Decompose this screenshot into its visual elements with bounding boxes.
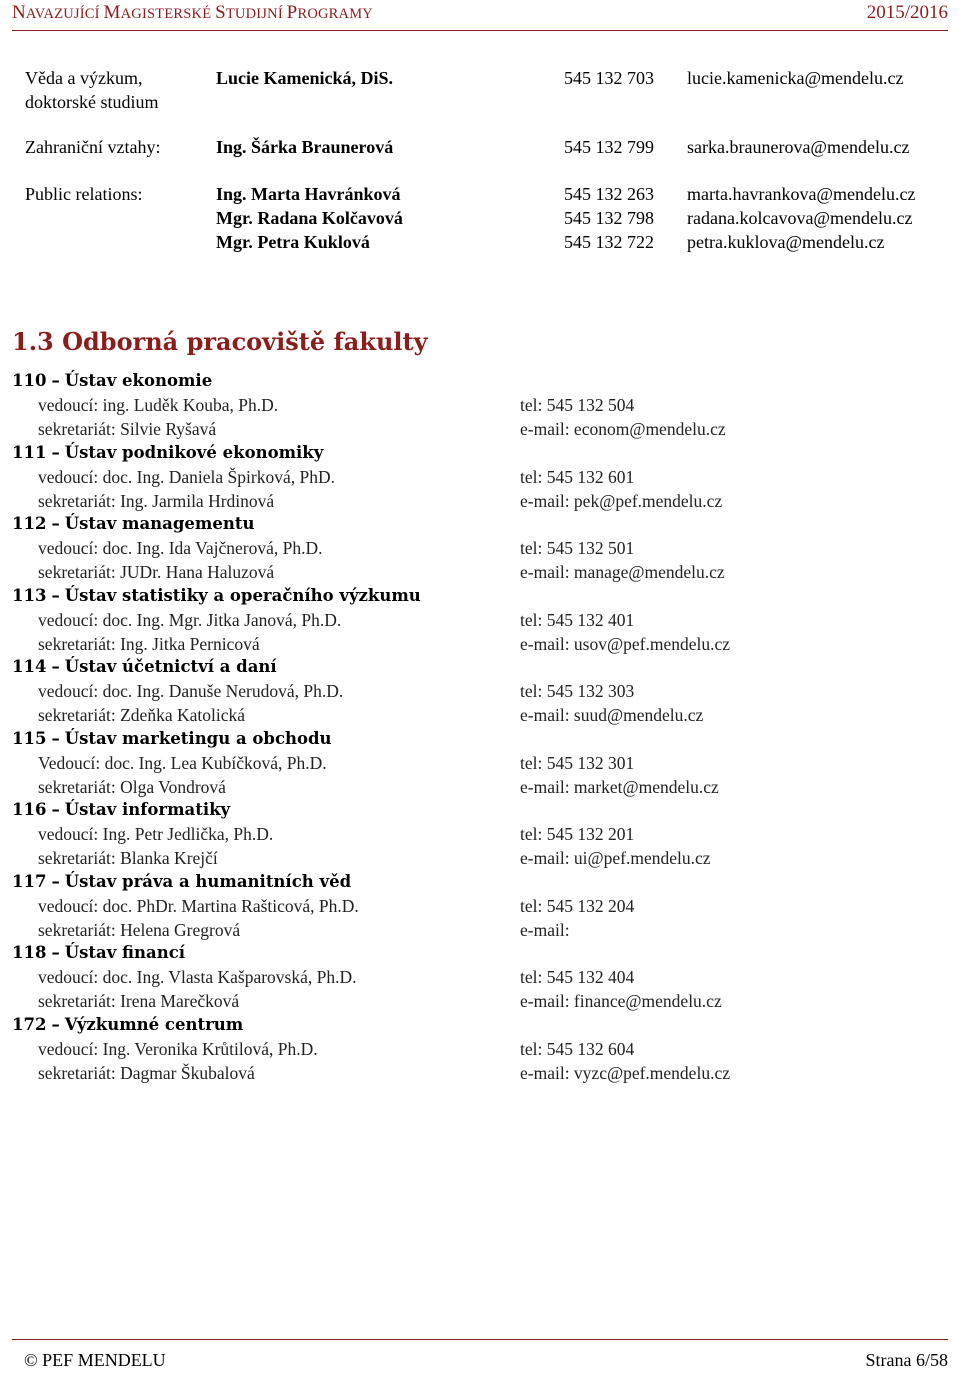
department-heading: 172 – Výzkumné centrum <box>12 1014 244 1034</box>
department-tel: tel: 545 132 401 <box>520 609 635 630</box>
department-head: Vedoucí: doc. Ing. Lea Kubíčková, Ph.D. <box>38 752 327 773</box>
running-header-title: NAVAZUJÍCÍ MAGISTERSKÉ STUDIJNÍ PROGRAMY <box>12 2 373 23</box>
department-heading: 113 – Ústav statistiky a operačního výzkumu <box>12 585 421 605</box>
department-entry <box>0 799 960 871</box>
department-tel: tel: 545 132 504 <box>520 395 635 415</box>
department-secretary: sekretariát: Blanka Krejčí <box>38 848 218 868</box>
department-heading: 110 – Ústav ekonomie <box>12 371 213 390</box>
department-code: 111 <box>12 442 47 462</box>
department-heading: 112 – Ústav managementu <box>12 514 255 533</box>
department-email: e-mail: <box>520 919 570 940</box>
department-code: 172 <box>12 1014 47 1034</box>
department-entry <box>0 1014 960 1086</box>
department-name: Ústav práva a humanitních věd <box>64 871 352 891</box>
department-name: Ústav účetnictví a daní <box>64 657 277 676</box>
contact-email: marta.havrankova@mendelu.cz <box>687 184 916 204</box>
footer-rule <box>12 1339 948 1340</box>
department-entry <box>0 728 960 800</box>
contact-department: Věda a výzkum, doktorské studium <box>25 68 159 112</box>
department-tel: tel: 545 132 303 <box>520 681 635 701</box>
department-name: Ústav financí <box>64 943 186 962</box>
running-header-year: 2015/2016 <box>866 2 948 23</box>
department-secretary: sekretariát: Olga Vondrová <box>38 776 226 797</box>
department-tel: tel: 545 132 201 <box>520 824 635 844</box>
department-heading: 111 – Ústav podnikové ekonomiky <box>12 442 324 462</box>
department-entry <box>0 370 960 442</box>
header-rule <box>12 30 948 31</box>
department-code: 118 <box>12 943 47 962</box>
contact-name: Ing. Marta Havránková <box>216 184 401 204</box>
department-entry <box>0 656 960 728</box>
department-tel: tel: 545 132 601 <box>520 466 635 487</box>
contact-email: lucie.kamenicka@mendelu.cz <box>687 68 904 88</box>
department-entry <box>0 442 960 514</box>
department-secretary: sekretariát: Ing. Jarmila Hrdinová <box>38 490 275 511</box>
department-email: e-mail: ui@pef.mendelu.cz <box>520 848 711 868</box>
contact-department: Public relations: <box>25 184 143 204</box>
department-entry <box>0 871 960 943</box>
department-head: vedoucí: doc. Ing. Ida Vajčnerová, Ph.D. <box>38 538 323 558</box>
department-entry <box>0 942 960 1014</box>
contact-phone: 545 132 722 <box>564 232 654 252</box>
footer-copyright: © PEF MENDELU <box>24 1350 166 1370</box>
department-heading: 116 – Ústav informatiky <box>12 800 231 819</box>
department-secretary: sekretariát: Dagmar Škubalová <box>38 1062 255 1083</box>
department-email: e-mail: econom@mendelu.cz <box>520 419 726 439</box>
contact-email: radana.kolcavova@mendelu.cz <box>687 208 913 228</box>
department-name: Ústav podnikové ekonomiky <box>64 442 324 462</box>
contact-phone: 545 132 263 <box>564 184 654 204</box>
contact-name: Mgr. Radana Kolčavová <box>216 208 403 228</box>
department-tel: tel: 545 132 204 <box>520 895 635 916</box>
contact-name: Lucie Kamenická, DiS. <box>216 68 394 88</box>
department-secretary: sekretariát: Irena Marečková <box>38 991 240 1011</box>
department-email: e-mail: manage@mendelu.cz <box>520 562 725 582</box>
department-name: Ústav managementu <box>64 514 255 533</box>
department-head: vedoucí: ing. Luděk Kouba, Ph.D. <box>38 395 279 415</box>
department-heading: 117 – Ústav práva a humanitních věd <box>12 871 352 891</box>
section-heading: 1.3 Odborná pracoviště fakulty <box>12 327 428 356</box>
department-code: 112 <box>12 514 47 533</box>
department-entry <box>0 513 960 585</box>
department-head: vedoucí: doc. Ing. Vlasta Kašparovská, Ph.D. <box>38 967 357 987</box>
department-code: 113 <box>12 585 47 605</box>
department-secretary: sekretariát: Zdeňka Katolická <box>38 705 245 725</box>
contact-name: Mgr. Petra Kuklová <box>216 232 370 252</box>
department-email: e-mail: pek@pef.mendelu.cz <box>520 490 723 511</box>
department-head: vedoucí: doc. Ing. Mgr. Jitka Janová, Ph.D. <box>38 609 342 630</box>
department-heading: 118 – Ústav financí <box>12 943 186 962</box>
contact-name: Ing. Šárka Braunerová <box>216 137 394 157</box>
department-email: e-mail: suud@mendelu.cz <box>520 705 704 725</box>
department-name: Ústav ekonomie <box>64 371 213 390</box>
department-head: vedoucí: Ing. Veronika Krůtilová, Ph.D. <box>38 1038 318 1059</box>
department-email: e-mail: market@mendelu.cz <box>520 776 719 797</box>
department-code: 116 <box>12 800 47 819</box>
department-secretary: sekretariát: Helena Gregrová <box>38 919 241 940</box>
department-email: e-mail: usov@pef.mendelu.cz <box>520 633 730 654</box>
department-heading: 114 – Ústav účetnictví a daní <box>12 657 277 676</box>
department-code: 115 <box>12 728 47 748</box>
contact-phone: 545 132 703 <box>564 68 654 88</box>
department-head: vedoucí: doc. PhDr. Martina Rašticová, Ph.D. <box>38 895 359 916</box>
department-email: e-mail: vyzc@pef.mendelu.cz <box>520 1062 730 1083</box>
department-name: Ústav statistiky a operačního výzkumu <box>64 585 421 605</box>
contact-email: sarka.braunerova@mendelu.cz <box>687 137 910 157</box>
department-head: vedoucí: doc. Ing. Daniela Špirková, PhD. <box>38 466 335 487</box>
department-tel: tel: 545 132 404 <box>520 967 635 987</box>
department-email: e-mail: finance@mendelu.cz <box>520 991 722 1011</box>
department-head: vedoucí: Ing. Petr Jedlička, Ph.D. <box>38 824 274 844</box>
department-list <box>0 370 960 1085</box>
department-name: Ústav marketingu a obchodu <box>64 728 332 748</box>
department-entry <box>0 585 960 657</box>
department-name: Výzkumné centrum <box>64 1014 244 1034</box>
department-code: 110 <box>12 371 47 390</box>
department-secretary: sekretariát: Silvie Ryšavá <box>38 419 217 439</box>
department-tel: tel: 545 132 301 <box>520 752 635 773</box>
department-secretary: sekretariát: Ing. Jitka Pernicová <box>38 633 260 654</box>
page-number: Strana 6/58 <box>865 1350 948 1370</box>
contact-phone: 545 132 799 <box>564 137 654 157</box>
department-heading: 115 – Ústav marketingu a obchodu <box>12 728 332 748</box>
department-tel: tel: 545 132 501 <box>520 538 635 558</box>
department-head: vedoucí: doc. Ing. Danuše Nerudová, Ph.D. <box>38 681 344 701</box>
department-secretary: sekretariát: JUDr. Hana Haluzová <box>38 562 275 582</box>
department-code: 114 <box>12 657 47 676</box>
department-tel: tel: 545 132 604 <box>520 1038 635 1059</box>
contact-email: petra.kuklova@mendelu.cz <box>687 232 885 252</box>
department-code: 117 <box>12 871 47 891</box>
department-name: Ústav informatiky <box>64 800 231 819</box>
contact-department: Zahraniční vztahy: <box>25 137 161 157</box>
contact-phone: 545 132 798 <box>564 208 654 228</box>
